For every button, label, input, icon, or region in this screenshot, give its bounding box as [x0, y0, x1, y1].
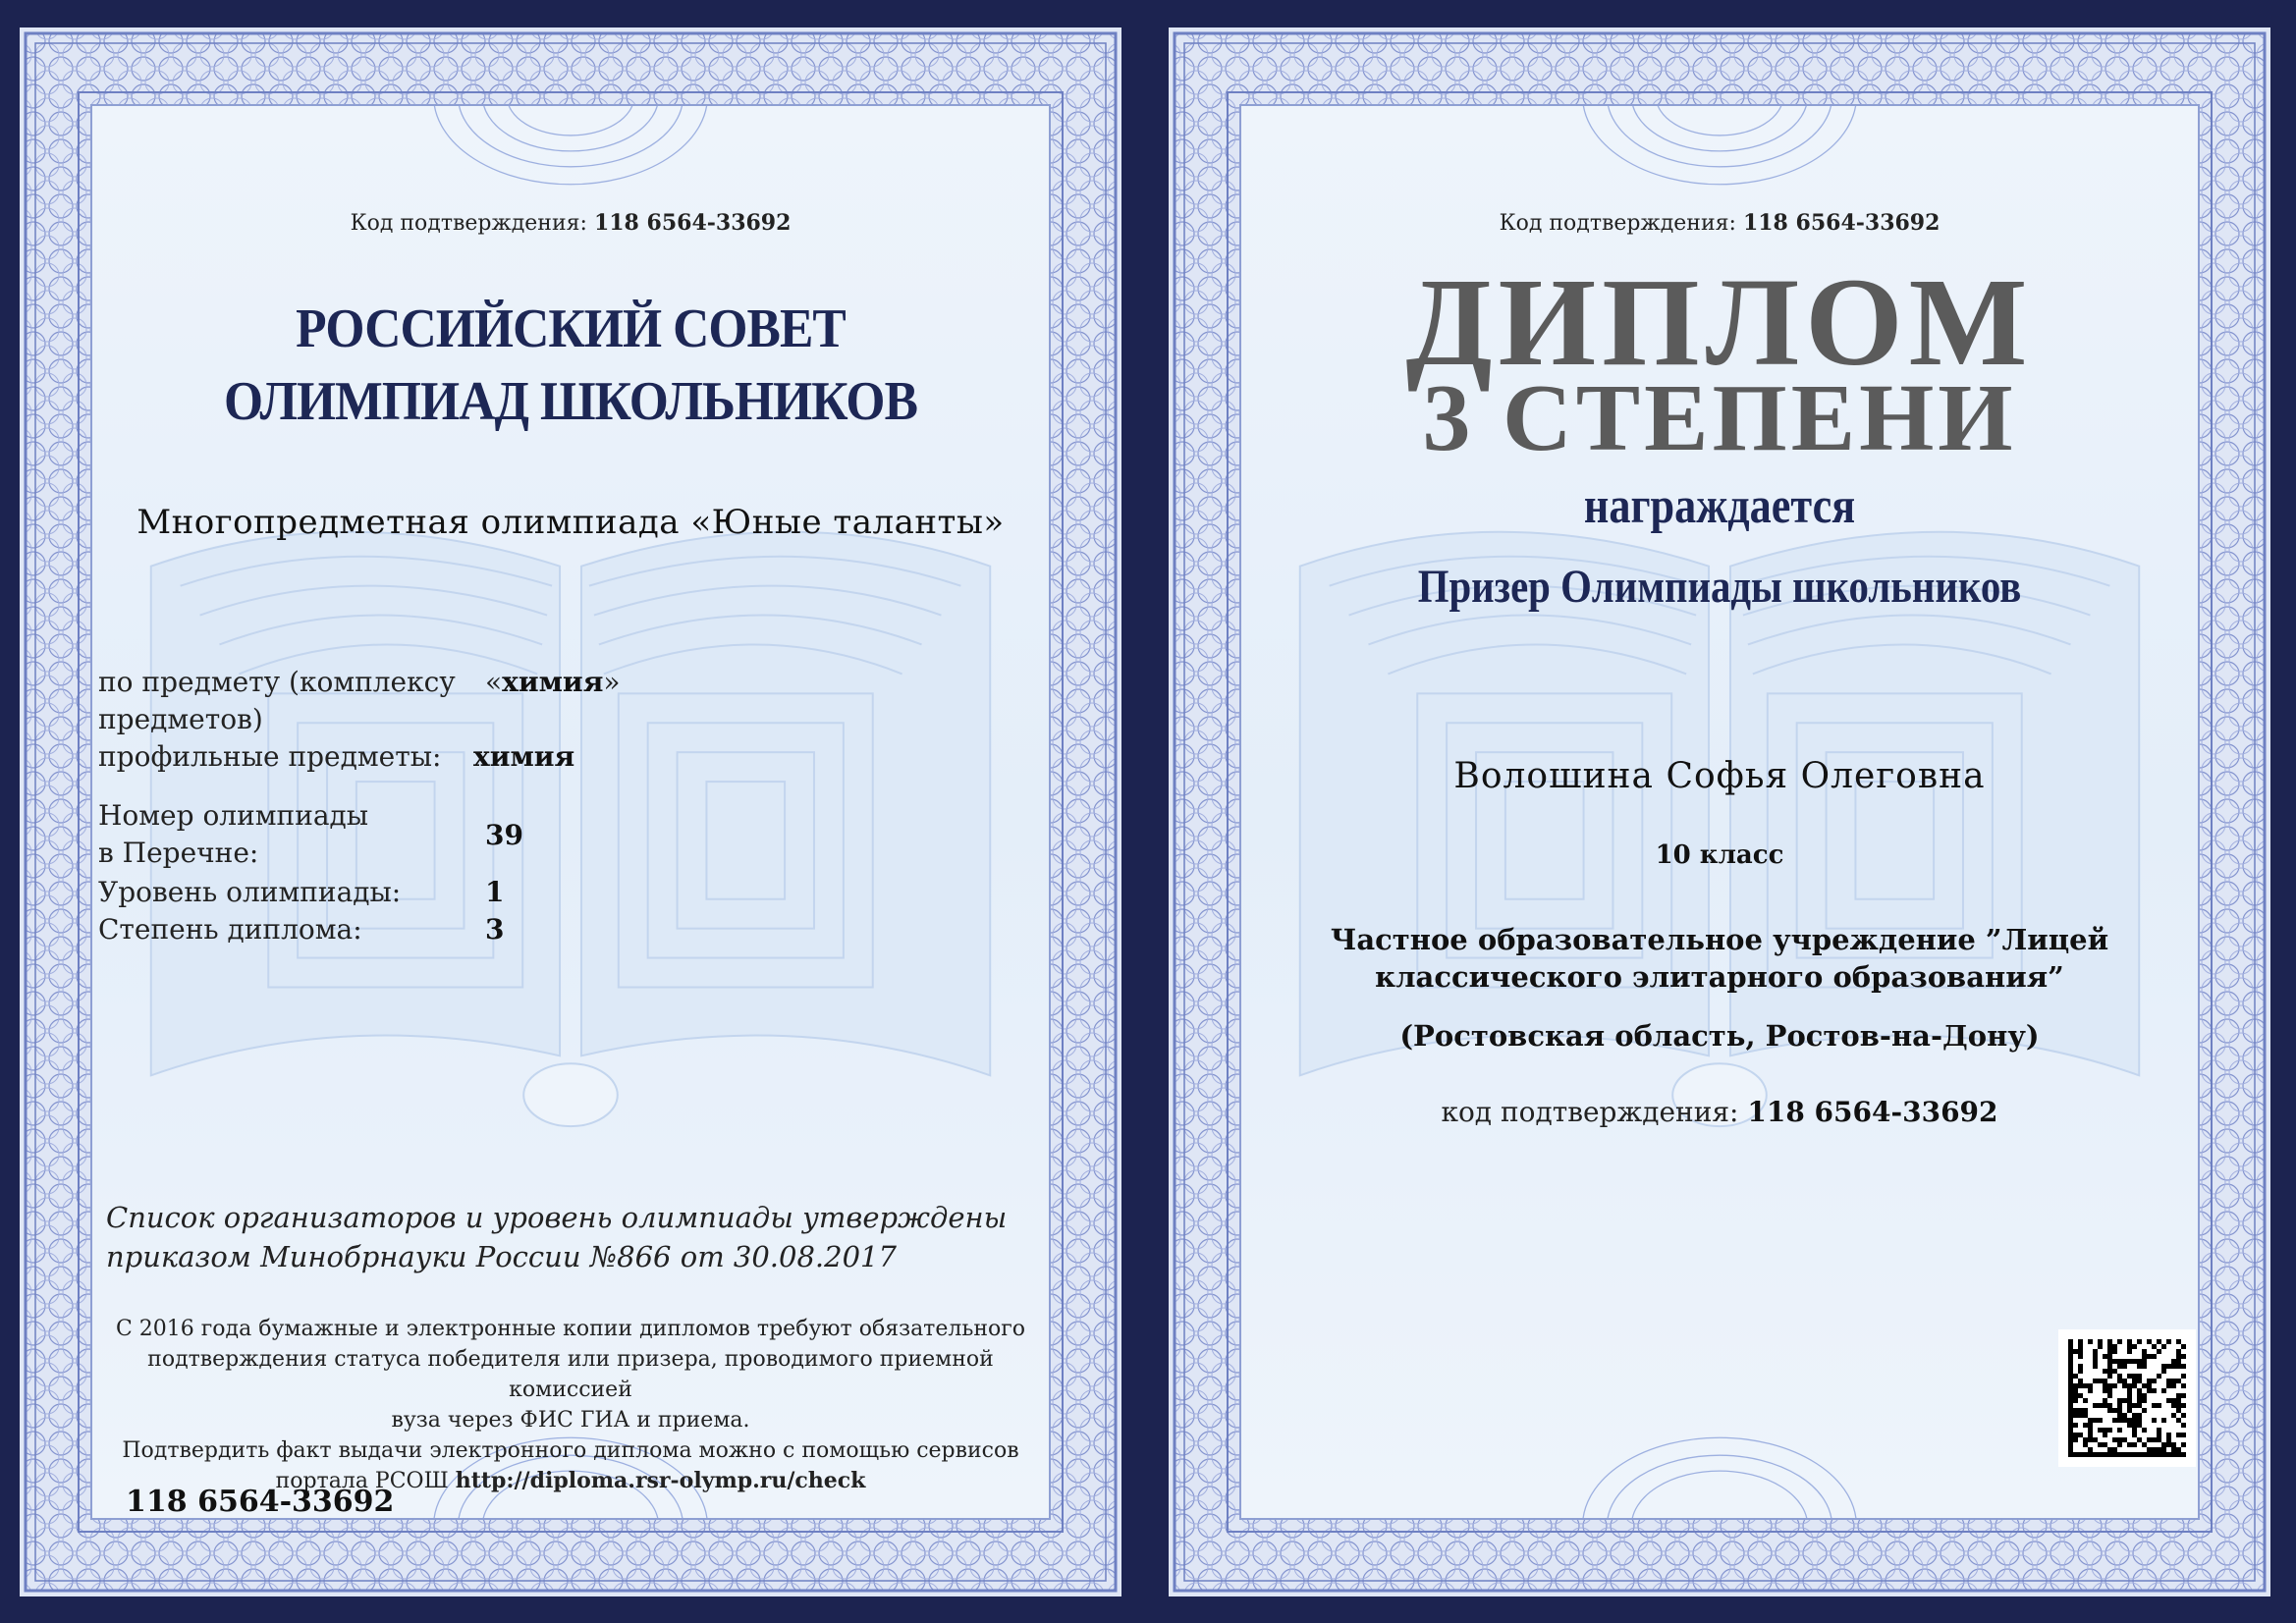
- prize-title: Призер Олимпиады школьников: [1417, 561, 2022, 613]
- council-heading: [131, 293, 1011, 438]
- subject-value: «химия»: [485, 666, 621, 698]
- diploma-degree: 3 СТЕПЕНИ: [1422, 365, 2017, 471]
- organizers-note-line-2: приказом Минобрнауки России №866 от 30.08.2017: [106, 1240, 897, 1273]
- number-label: [98, 797, 368, 872]
- datamatrix-icon: [2058, 1329, 2196, 1467]
- confirmation-label: Код подтверждения:: [1499, 211, 1736, 236]
- verification-note: [90, 1314, 1051, 1496]
- level-label: Уровень олимпиады:: [98, 876, 402, 908]
- organizers-note-line-1: Список организаторов и уровень олимпиады утверждены: [106, 1201, 1008, 1234]
- school-name-line-2: классического элитарного образования”: [1375, 960, 2064, 994]
- portal-label: портала РСОШ: [275, 1469, 449, 1493]
- school-region: (Ростовская область, Ростов-на-Дону): [1399, 1019, 2040, 1053]
- council-line-2: ОЛИМПИАД ШКОЛЬНИКОВ: [223, 371, 918, 432]
- profile-label: профильные предметы:: [98, 740, 442, 773]
- olympiad-name: Многопредметная олимпиада «Юные таланты»: [137, 503, 1005, 542]
- paper-area: [1239, 104, 2200, 1520]
- paper-area: [90, 104, 1051, 1520]
- confirmation-code: 118 6564-33692: [593, 210, 792, 236]
- subject-label: [98, 664, 456, 738]
- number-label-line-1: Номер олимпиады: [98, 799, 369, 832]
- recipient-name: Волошина Софья Олеговна: [1453, 756, 1986, 796]
- confirmation-code: 118 6564-33692: [1742, 210, 1941, 236]
- council-line-1: РОССИЙСКИЙ СОВЕТ: [296, 298, 846, 359]
- verification-note-line-3: вуза через ФИС ГИА и приема.: [391, 1408, 750, 1433]
- school-name: [1241, 921, 2198, 996]
- bottom-code: 118 6564-33692: [126, 1485, 395, 1519]
- school-name-line-1: Частное образовательное учреждение ”Лицей: [1330, 923, 2109, 956]
- code-label: код подтверждения:: [1441, 1096, 1739, 1128]
- subject-value-text: химия: [502, 666, 604, 698]
- confirmation-code-bottom: [1241, 1096, 2198, 1128]
- confirmation-code-line: [92, 210, 1049, 236]
- subject-label-line-1: по предмету (комплексу: [98, 666, 456, 698]
- verification-note-line-4: Подтвердить факт выдачи электронного диплома можно с помощью сервисов: [122, 1438, 1019, 1463]
- subject-label-line-2: предметов): [98, 703, 263, 735]
- diploma-front-page: [1169, 27, 2270, 1596]
- number-label-line-2: в Перечне:: [98, 837, 259, 869]
- degree-value: 3: [485, 913, 505, 946]
- confirmation-code-line: [1241, 210, 2198, 236]
- degree-label: Степень диплома:: [98, 913, 362, 946]
- portal-link[interactable]: http://diploma.rsr-olymp.ru/check: [455, 1468, 866, 1493]
- code-value: 118 6564-33692: [1747, 1096, 1998, 1128]
- diploma-title: ДИПЛОМ: [1405, 252, 2034, 392]
- awarded-label: награждается: [1583, 478, 1856, 534]
- number-value: 39: [485, 819, 523, 851]
- verification-note-line-1: С 2016 года бумажные и электронные копии дипломов требуют обязательного: [115, 1317, 1026, 1341]
- organizers-note: [106, 1198, 1007, 1276]
- verification-note-line-2: подтверждения статуса победителя или призера, проводимого приемной комиссией: [147, 1347, 994, 1402]
- level-value: 1: [485, 876, 505, 908]
- profile-value: химия: [473, 740, 575, 773]
- datamatrix-code: [2058, 1329, 2196, 1467]
- confirmation-label: Код подтверждения:: [350, 211, 587, 236]
- diploma-back-page: [20, 27, 1121, 1596]
- recipient-grade: 10 класс: [1655, 840, 1784, 870]
